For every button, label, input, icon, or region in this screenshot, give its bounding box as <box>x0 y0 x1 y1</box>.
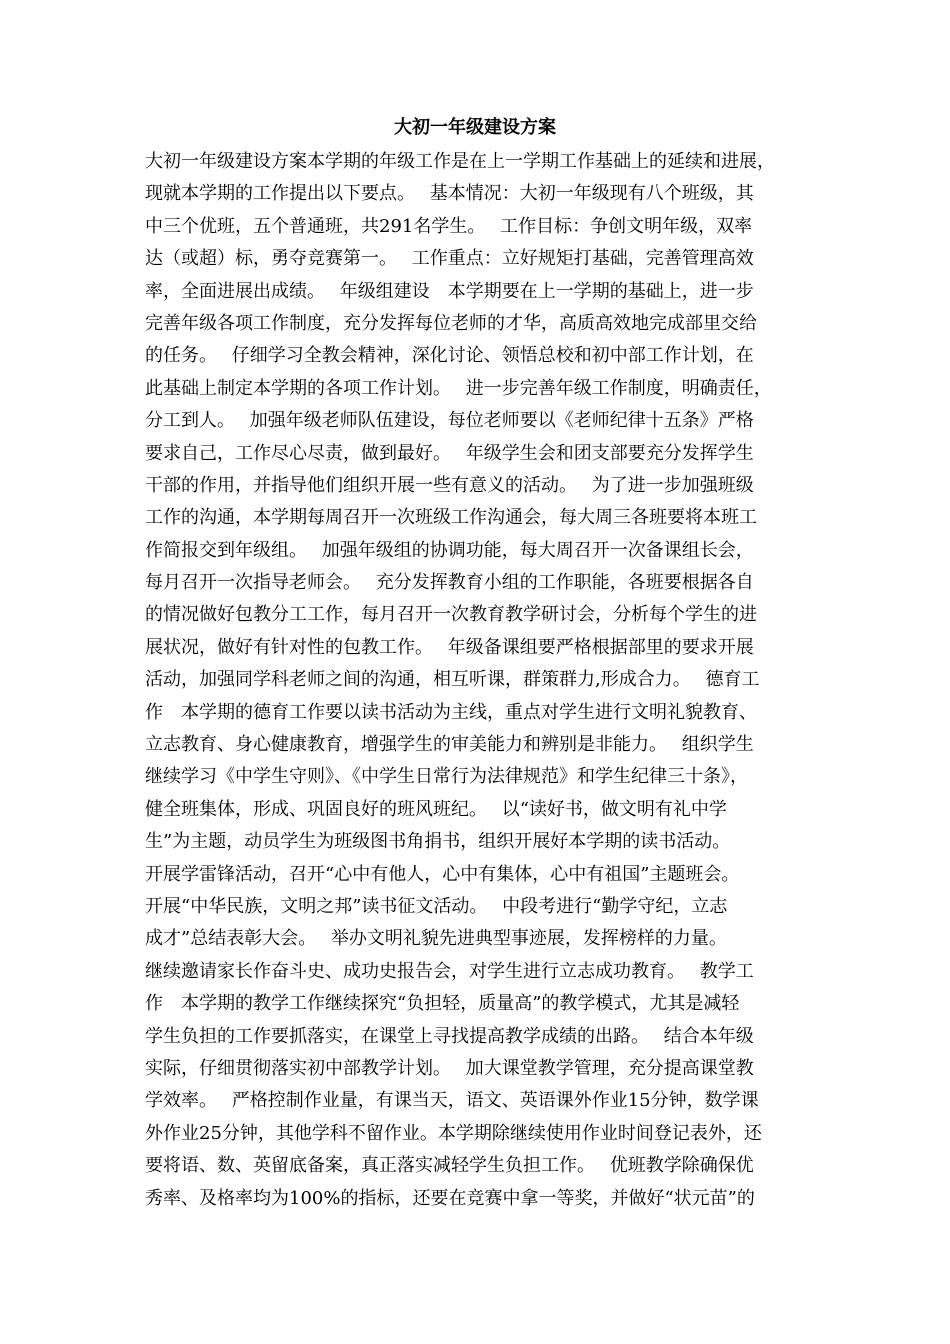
body-line: 健全班集体，形成、巩固良好的班风班纪。 以“读好书，做文明有礼中学 <box>145 798 727 820</box>
body-line: 实际，仔细贯彻落实初中部教学计划。 加大课堂教学管理，充分提高课堂教 <box>145 1057 754 1079</box>
body-line: 学生负担的工作要抓落实，在课堂上寻找提高教学成绩的出路。 结合本年级 <box>145 1025 754 1047</box>
body-line: 活动，加强同学科老师之间的沟通，相互听课，群策群力,形成合力。 德育工 <box>145 669 760 691</box>
body-line: 立志教育、身心健康教育，增强学生的审美能力和辨别是非能力。 组织学生 <box>145 734 754 756</box>
body-line: 开展“中华民族，文明之邦”读书征文活动。 中段考进行“勤学守纪，立志 <box>145 895 728 917</box>
body-line: 干部的作用，并指导他们组织开展一些有意义的活动。 为了进一步加强班级 <box>145 474 754 496</box>
body-line: 此基础上制定本学期的各项工作计划。 进一步完善年级工作制度，明确责任， <box>145 377 772 399</box>
body-line: 秀率、及格率均为100%的指标，还要在竞赛中拿一等奖，并做好“状元苗”的 <box>145 1187 755 1209</box>
body-line: 继续学习《中学生守则》、《中学生日常行为法律规范》和学生纪律三十条》， <box>145 766 748 788</box>
document-body <box>145 146 810 1215</box>
body-line: 成才”总结表彰大会。 举办文明礼貌先进典型事迹展，发挥榜样的力量。 <box>145 928 727 950</box>
body-line: 中三个优班，五个普通班，共291名学生。 工作目标：争创文明年级，双率 <box>145 215 753 237</box>
body-line: 学效率。 严格控制作业量，有课当天，语文、英语课外作业15分钟，数学课 <box>145 1090 759 1112</box>
body-line: 工作的沟通，本学期每周召开一次班级工作沟通会，每大周三各班要将本班工 <box>145 507 757 529</box>
body-line: 外作业25分钟，其他学科不留作业。本学期除继续使用作业时间登记表外，还 <box>145 1122 762 1144</box>
body-line: 展状况，做好有针对性的包教工作。 年级备课组要严格根据部里的要求开展 <box>145 636 754 658</box>
body-line: 的任务。 仔细学习全教会精神，深化讨论、领悟总校和初中部工作计划，在 <box>145 345 754 367</box>
body-line: 开展学雷锋活动，召开“心中有他人，心中有集体，心中有祖国”主题班会。 <box>145 863 740 885</box>
body-line: 分工到人。 加强年级老师队伍建设，每位老师要以《老师纪律十五条》严格 <box>145 410 754 432</box>
body-line: 继续邀请家长作奋斗史、成功史报告会，对学生进行立志成功教育。 教学工 <box>145 960 754 982</box>
body-line: 的情况做好包教分工工作，每月召开一次教育教学研讨会，分析每个学生的进 <box>145 604 757 626</box>
body-line: 作简报交到年级组。 加强年级组的协调功能，每大周召开一次备课组长会， <box>145 539 754 561</box>
body-line: 要求自己，工作尽心尽责，做到最好。 年级学生会和团支部要充分发挥学生 <box>145 442 754 464</box>
body-line: 生”为主题，动员学生为班级图书角捐书，组织开展好本学期的读书活动。 <box>145 831 731 853</box>
body-line: 作 本学期的教学工作继续探究“负担轻，质量高”的教学模式，尤其是减轻 <box>145 993 740 1015</box>
body-line: 达（或超）标，勇夺竞赛第一。 工作重点：立好规矩打基础，完善管理高效 <box>145 248 754 270</box>
body-line: 大初一年级建设方案本学期的年级工作是在上一学期工作基础上的延续和进展， <box>145 151 775 172</box>
body-line: 率，全面进展出成绩。 年级组建设 本学期要在上一学期的基础上，进一步 <box>145 280 754 302</box>
body-line: 要将语、数、英留底备案，真正落实减轻学生负担工作。 优班教学除确保优 <box>145 1155 754 1177</box>
body-line: 现就本学期的工作提出以下要点。 基本情况：大初一年级现有八个班级，其 <box>145 183 754 205</box>
body-line: 作 本学期的德育工作要以读书活动为主线，重点对学生进行文明礼貌教育、 <box>145 701 757 723</box>
body-line: 完善年级各项工作制度，充分发挥每位老师的才华，高质高效地完成部里交给 <box>145 312 757 334</box>
document-title: 大初一年级建设方案 <box>394 117 556 138</box>
body-line: 每月召开一次指导老师会。 充分发挥教育小组的工作职能，各班要根据各自 <box>145 572 754 594</box>
